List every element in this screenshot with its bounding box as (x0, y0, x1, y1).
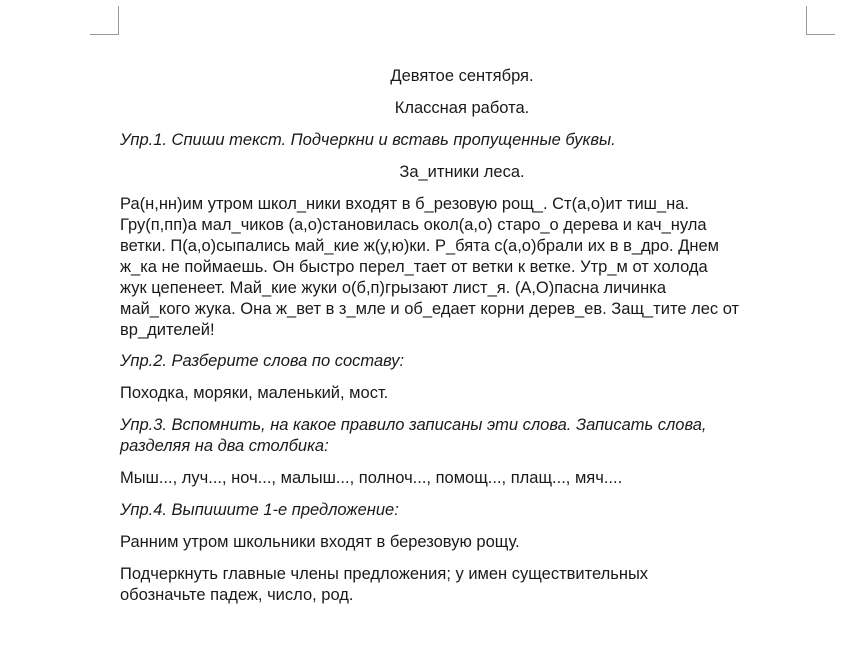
exercise-4-task: Упр.4. Выпишите 1-е предложение: (120, 501, 399, 519)
text-line: Ра(н,нн)им утром школ_ники входят в б_резовую рощ_. Ст(а,о)ит тиш_на. (120, 195, 689, 213)
exercise-3-text: Мыш..., луч..., ноч..., малыш..., полноч..., помощ..., плащ..., мяч.... (120, 469, 623, 487)
exercise-1-task: Упр.1. Спиши текст. Подчеркни и вставь пропущенные буквы. (120, 131, 616, 149)
document-subtitle: Классная работа. (394, 99, 530, 117)
exercise-1-heading: За_итники леса. (399, 163, 525, 181)
exercise-4-note: обозначьте падеж, число, род. (120, 586, 354, 604)
text-line: вр_дителей! (120, 321, 215, 339)
page-corner-mark-left (90, 6, 119, 35)
exercise-4-note: Подчеркнуть главные члены предложения; у имен существительных (120, 565, 649, 583)
text-line: май_кого жука. Она ж_вет в з_мле и об_едает корни дерев_ев. Защ_тите лес от (120, 300, 740, 318)
page-corner-mark-right (806, 6, 835, 35)
text-line: Гру(п,пп)а мал_чиков (а,о)становилась окол(а,о) старо_о дерева и кач_нула (120, 216, 707, 234)
exercise-2-text: Походка, моряки, маленький, мост. (120, 384, 389, 402)
document-date: Девятое сентября. (390, 67, 534, 85)
exercise-3-task: Упр.3. Вспомнить, на какое правило записаны эти слова. Записать слова, (120, 416, 707, 434)
text-line: ж_ка не поймаешь. Он быстро перел_тает от ветки к ветке. Утр_м от холода (120, 258, 708, 276)
exercise-2-task: Упр.2. Разберите слова по составу: (120, 352, 405, 370)
text-line: жук цепенеет. Май_кие жуки о(б,п)грызают лист_я. (А,О)пасна личинка (120, 279, 667, 297)
text-line: ветки. П(а,о)сыпались май_кие ж(у,ю)ки. Р_бята с(а,о)брали их в в_дро. Днем (120, 237, 719, 255)
exercise-4-text: Ранним утром школьники входят в березовую рощу. (120, 533, 520, 551)
exercise-3-task: разделяя на два столбика: (120, 437, 329, 455)
